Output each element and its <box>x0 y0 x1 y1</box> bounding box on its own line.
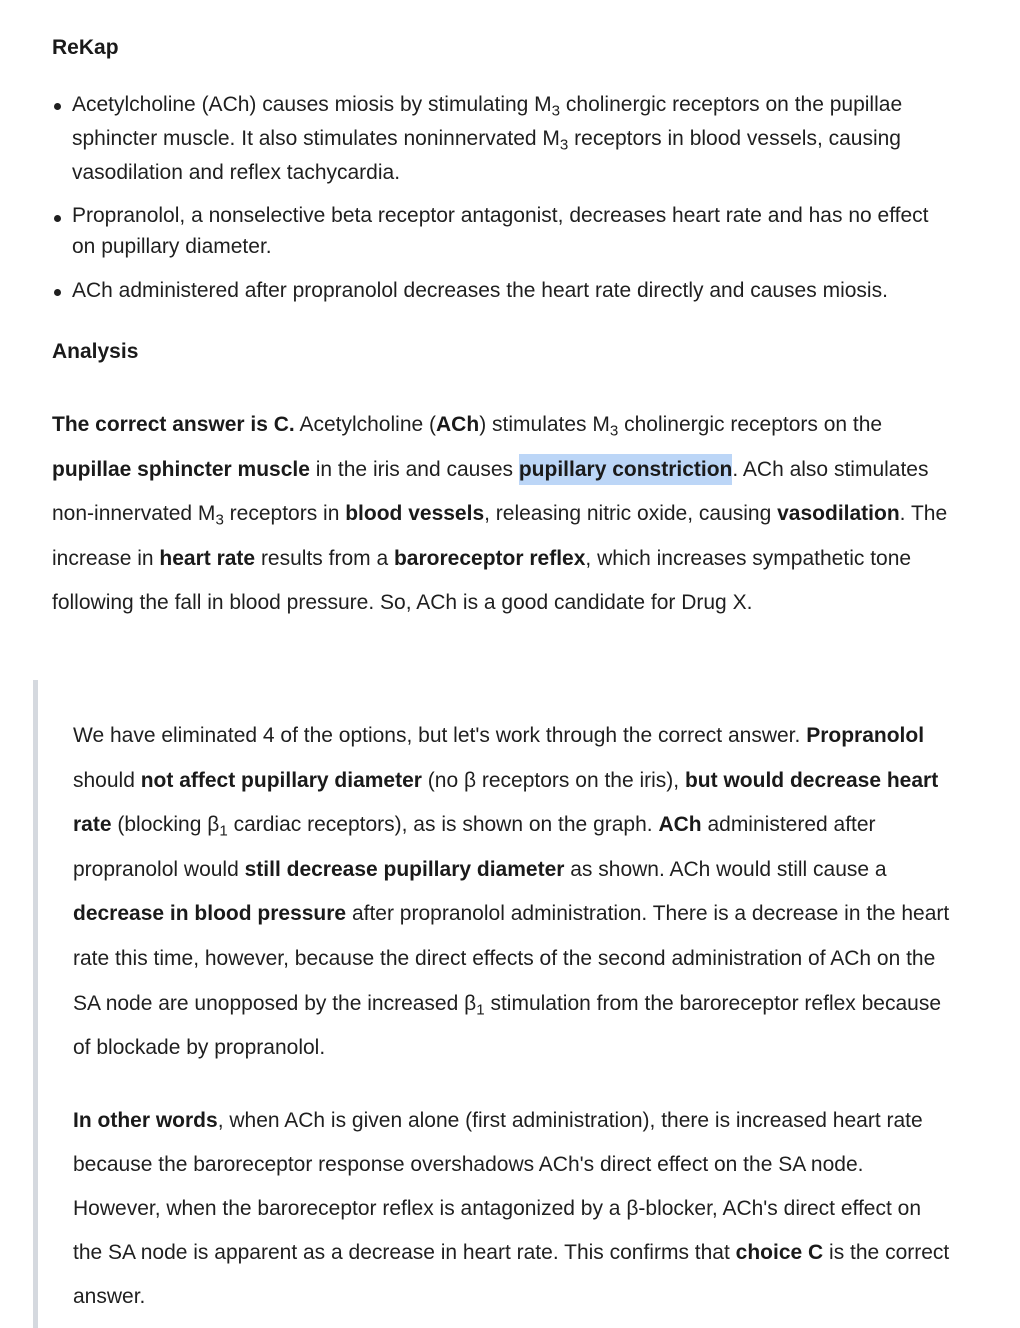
bold-run: blood vessels <box>345 502 485 526</box>
bold-run: not affect pupillary diameter <box>140 768 422 792</box>
bold-run: heart rate <box>159 546 256 570</box>
bold-run: ACh <box>436 413 480 436</box>
bold-run: baroreceptor reflex <box>393 546 586 570</box>
text-run: cholinergic receptors on the <box>618 413 883 436</box>
text-run: , which increases sympathetic tone following the fall in blood pressure. So, ACh is a good candidate for Drug X. <box>52 546 912 615</box>
subscript: 1 <box>219 822 228 840</box>
bold-run: The correct answer is C. <box>52 413 295 436</box>
text-run: results from a <box>255 546 394 570</box>
bold-run: In other words <box>73 1109 218 1132</box>
bold-run: ACh <box>658 813 702 837</box>
text-run: . The increase in <box>52 502 948 570</box>
subscript: 3 <box>215 511 224 529</box>
analysis-paragraph <box>52 403 952 626</box>
blockquote-paragraph-2 <box>73 1099 953 1319</box>
bold-run: still decrease pupillary diameter <box>244 857 565 881</box>
rekap-bullet-list <box>52 88 952 318</box>
text-run: stimulation from the baroreceptor reflex because of blockade by propranolol. <box>73 991 942 1060</box>
text-run: receptors in blood vessels, causing vasodilation and reflex tachycardia. <box>72 127 901 184</box>
text-run: in the iris and causes <box>309 457 519 481</box>
rekap-bullet-2 <box>52 200 952 262</box>
text-run: cholinergic receptors on the pupillae sphincter muscle. It also stimulates noninnervated M <box>72 93 903 150</box>
text-run: receptors in <box>223 502 346 526</box>
text-run: Acetylcholine ( <box>294 413 437 436</box>
text-run: ) stimulates M <box>479 413 610 436</box>
text-run: Propranolol, a nonselective beta receptor antagonist, decreases heart rate and has no effect on pupillary diameter. <box>72 204 929 258</box>
text-run: as shown. ACh would still cause a <box>564 857 887 881</box>
text-run: cardiac receptors), as is shown on the graph. <box>227 813 659 837</box>
text-run: (blocking β <box>111 813 220 837</box>
text-run: (no β receptors on the iris), <box>421 768 685 792</box>
analysis-heading: Analysis <box>52 340 139 363</box>
subscript: 3 <box>559 136 569 154</box>
highlighted-text[interactable]: pupillary constriction <box>519 454 733 485</box>
bold-run: choice C <box>735 1241 824 1264</box>
bold-run: pupillae sphincter muscle <box>52 457 310 481</box>
text-run: , when ACh is given alone (first administration), there is increased heart rate because the baroreceptor response overshadows ACh's direct effect on the SA node. However, when the baroreceptor reflex is antagonized by a β-blocker, ACh's direct effect on the SA node is apparent as a decrease in heart rate. This confirms that <box>73 1109 923 1264</box>
blockquote-paragraph-1 <box>73 714 953 1071</box>
bold-run: Propranolol <box>806 724 925 747</box>
blockquote-bar <box>33 680 38 1328</box>
text-run: administered after propranolol would <box>73 813 876 881</box>
bold-run: vasodilation <box>777 502 900 526</box>
text-run: , releasing nitric oxide, causing <box>484 502 778 526</box>
subscript: 3 <box>609 422 619 440</box>
text-run: is the correct answer. <box>73 1241 950 1308</box>
text-run: after propranolol administration. There is a decrease in the heart rate this time, however, because the direct effects of the second administration of ACh on the SA node are unopposed by the increased β <box>73 902 950 1015</box>
text-run: should <box>73 768 141 792</box>
bold-run: but would decrease heart rate <box>73 768 939 837</box>
text-run: We have eliminated 4 of the options, but let's work through the correct answer. <box>73 724 807 747</box>
bold-run: decrease in blood pressure <box>73 902 347 926</box>
subscript: 1 <box>476 1001 485 1019</box>
text-run: Acetylcholine (ACh) causes miosis by stimulating M <box>72 93 552 116</box>
subscript: 3 <box>551 102 561 120</box>
rekap-bullet-1 <box>52 88 952 190</box>
rekap-heading: ReKap <box>52 36 119 59</box>
rekap-bullet-3 <box>52 274 952 308</box>
text-run: ACh administered after propranolol decreases the heart rate directly and causes miosis. <box>72 279 888 302</box>
text-run: . ACh also stimulates non-innervated M <box>52 457 929 526</box>
